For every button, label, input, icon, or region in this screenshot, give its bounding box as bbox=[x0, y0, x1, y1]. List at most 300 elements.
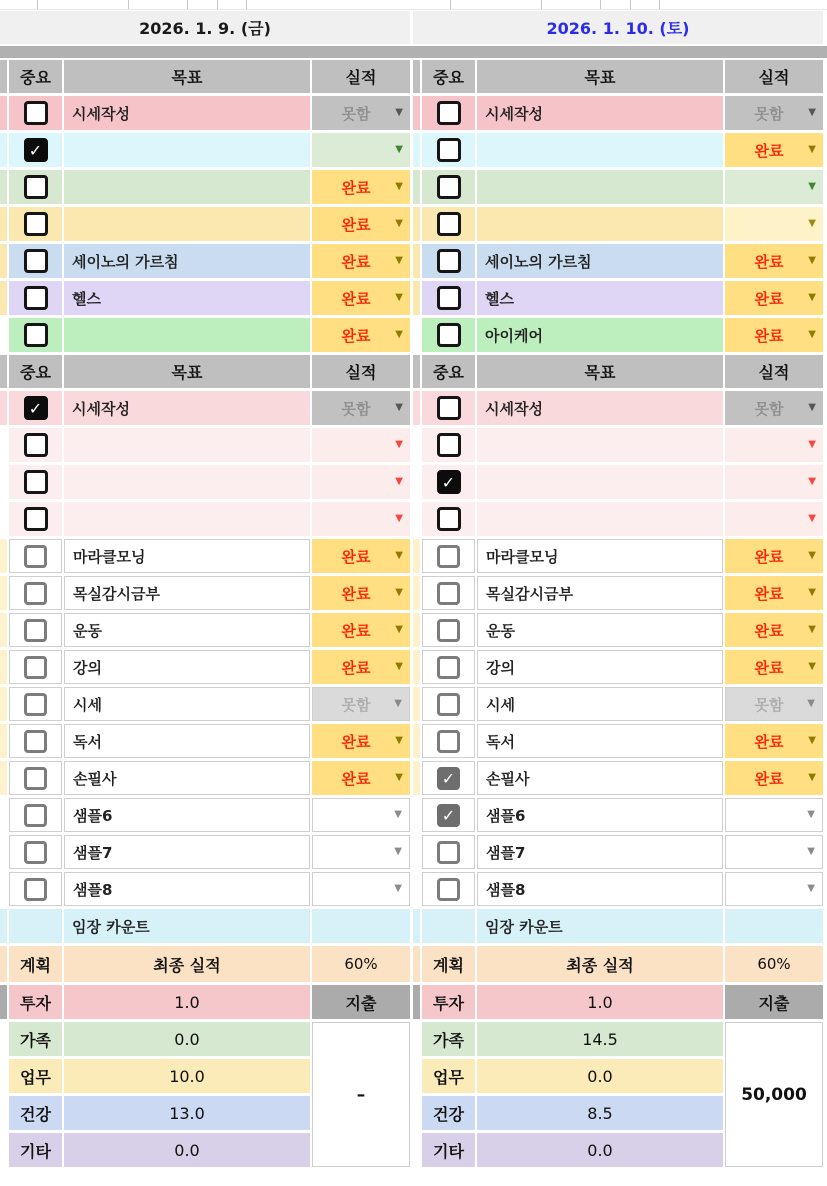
expense-value[interactable]: 50,000 bbox=[725, 1022, 823, 1167]
row-sliver bbox=[0, 318, 7, 352]
row-sliver bbox=[0, 1022, 7, 1056]
goal-row bbox=[0, 761, 410, 795]
important-checkbox[interactable] bbox=[24, 470, 48, 494]
goal-text-cell[interactable]: 샘플6 bbox=[477, 798, 723, 832]
row-sliver bbox=[0, 1059, 7, 1093]
status-dropdown[interactable] bbox=[312, 281, 410, 315]
dropdown-arrow-icon bbox=[395, 477, 403, 487]
category-row bbox=[0, 1133, 310, 1167]
goal-row bbox=[413, 318, 823, 352]
goal-text-cell[interactable] bbox=[64, 428, 310, 462]
status-dropdown[interactable] bbox=[312, 761, 410, 795]
important-checkbox[interactable] bbox=[437, 619, 460, 642]
important-checkbox[interactable] bbox=[437, 730, 460, 753]
category-value[interactable]: 13.0 bbox=[64, 1096, 310, 1130]
status-label: 완료 bbox=[341, 178, 371, 197]
row-sliver bbox=[0, 835, 7, 869]
status-dropdown[interactable] bbox=[725, 318, 823, 352]
dropdown-arrow-icon bbox=[808, 440, 816, 450]
important-cell bbox=[9, 96, 62, 130]
status-dropdown[interactable] bbox=[725, 687, 823, 721]
goal-row bbox=[413, 133, 823, 167]
goal-row bbox=[413, 465, 823, 499]
goal-text-cell[interactable]: 운동 bbox=[64, 613, 310, 647]
important-checkbox[interactable] bbox=[24, 545, 47, 568]
category-row bbox=[0, 985, 310, 1019]
column-header-row bbox=[0, 60, 410, 93]
expense-column bbox=[725, 985, 823, 1170]
dropdown-arrow-icon bbox=[395, 182, 403, 192]
goal-row bbox=[0, 539, 410, 573]
important-cell bbox=[422, 391, 475, 425]
goal-row bbox=[0, 170, 410, 204]
count-spacer-cell bbox=[9, 909, 62, 943]
dropdown-arrow-icon bbox=[395, 773, 403, 783]
goal-row bbox=[0, 96, 410, 130]
important-cell bbox=[9, 798, 62, 832]
status-dropdown[interactable] bbox=[725, 650, 823, 684]
goal-text-cell[interactable] bbox=[477, 502, 723, 536]
header-sliver bbox=[413, 60, 420, 93]
top-partial-row bbox=[0, 0, 827, 10]
goal-row bbox=[0, 244, 410, 278]
important-checkbox[interactable] bbox=[437, 433, 461, 457]
goal-text-cell[interactable]: 독서 bbox=[64, 724, 310, 758]
day-table-saturday bbox=[413, 60, 823, 1170]
goal-row bbox=[413, 244, 823, 278]
count-label[interactable]: 임장 카운트 bbox=[477, 909, 723, 943]
goal-row bbox=[413, 613, 823, 647]
goal-text-cell[interactable] bbox=[477, 133, 723, 167]
row-sliver bbox=[0, 985, 7, 1019]
important-checkbox[interactable] bbox=[24, 101, 48, 125]
plan-label: 계획 bbox=[422, 946, 475, 982]
row-sliver bbox=[0, 281, 7, 315]
status-dropdown[interactable] bbox=[312, 318, 410, 352]
important-checkbox[interactable] bbox=[437, 286, 461, 310]
dropdown-arrow-icon bbox=[807, 847, 815, 857]
status-dropdown[interactable] bbox=[312, 244, 410, 278]
row-sliver bbox=[413, 1096, 420, 1130]
important-cell bbox=[422, 724, 475, 758]
date-cell-friday[interactable]: 2026. 1. 9. (금) bbox=[0, 11, 410, 44]
important-checkbox[interactable] bbox=[24, 656, 47, 679]
goal-row bbox=[413, 170, 823, 204]
dropdown-arrow-icon bbox=[394, 847, 402, 857]
status-dropdown[interactable] bbox=[312, 798, 410, 832]
status-dropdown[interactable] bbox=[725, 133, 823, 167]
row-sliver bbox=[413, 391, 420, 425]
goal-text-cell[interactable]: 세이노의 가르침 bbox=[64, 244, 310, 278]
row-sliver bbox=[413, 835, 420, 869]
goal-text-cell[interactable]: 세이노의 가르침 bbox=[477, 244, 723, 278]
summary-categories bbox=[413, 985, 723, 1170]
row-sliver bbox=[413, 1133, 420, 1167]
expense-header: 지출 bbox=[312, 985, 410, 1019]
important-checkbox[interactable] bbox=[437, 323, 461, 347]
header-goal: 목표 bbox=[477, 355, 723, 388]
status-dropdown[interactable] bbox=[312, 650, 410, 684]
status-dropdown[interactable] bbox=[725, 613, 823, 647]
status-dropdown[interactable] bbox=[312, 428, 410, 462]
important-checkbox[interactable] bbox=[437, 470, 461, 494]
row-sliver bbox=[0, 96, 7, 130]
important-checkbox[interactable] bbox=[24, 396, 48, 420]
dropdown-arrow-icon bbox=[394, 699, 402, 709]
goal-row bbox=[413, 798, 823, 832]
goal-text-cell[interactable]: 손필사 bbox=[64, 761, 310, 795]
goal-text-cell[interactable]: 헬스 bbox=[64, 281, 310, 315]
important-cell bbox=[422, 428, 475, 462]
header-important: 중요 bbox=[422, 60, 475, 93]
header-goal: 목표 bbox=[64, 355, 310, 388]
status-dropdown[interactable] bbox=[725, 428, 823, 462]
row-sliver bbox=[0, 613, 7, 647]
row-sliver bbox=[413, 539, 420, 573]
goal-text-cell[interactable]: 독서 bbox=[477, 724, 723, 758]
status-dropdown[interactable] bbox=[725, 391, 823, 425]
category-label: 가족 bbox=[9, 1022, 62, 1056]
goal-text-cell[interactable] bbox=[477, 207, 723, 241]
row-sliver bbox=[0, 391, 7, 425]
goal-text-cell[interactable]: 시세 bbox=[64, 687, 310, 721]
status-dropdown[interactable] bbox=[312, 835, 410, 869]
goal-text-cell[interactable]: 시세작성 bbox=[477, 96, 723, 130]
plan-label: 계획 bbox=[9, 946, 62, 982]
row-sliver bbox=[0, 1096, 7, 1130]
dropdown-arrow-icon bbox=[807, 699, 815, 709]
status-label: 완료 bbox=[341, 252, 371, 271]
status-dropdown[interactable] bbox=[725, 170, 823, 204]
important-cell bbox=[9, 502, 62, 536]
important-cell bbox=[9, 170, 62, 204]
row-sliver bbox=[413, 761, 420, 795]
status-dropdown[interactable] bbox=[312, 613, 410, 647]
dropdown-arrow-icon bbox=[808, 773, 816, 783]
goal-row bbox=[0, 502, 410, 536]
row-sliver bbox=[0, 650, 7, 684]
row-sliver bbox=[413, 946, 420, 982]
status-label: 완료 bbox=[754, 289, 784, 308]
category-value[interactable]: 0.0 bbox=[64, 1022, 310, 1056]
status-label: 완료 bbox=[754, 584, 784, 603]
row-sliver bbox=[413, 909, 420, 943]
important-cell bbox=[422, 318, 475, 352]
status-dropdown[interactable] bbox=[312, 872, 410, 906]
status-dropdown[interactable] bbox=[312, 724, 410, 758]
goal-text-cell[interactable] bbox=[477, 428, 723, 462]
row-sliver bbox=[413, 724, 420, 758]
important-checkbox[interactable] bbox=[24, 693, 47, 716]
important-checkbox[interactable] bbox=[24, 249, 48, 273]
goal-text-cell[interactable] bbox=[64, 465, 310, 499]
goal-text-cell[interactable]: 샘플8 bbox=[64, 872, 310, 906]
row-sliver bbox=[413, 985, 420, 1019]
dropdown-arrow-icon bbox=[808, 551, 816, 561]
goal-row bbox=[0, 318, 410, 352]
goal-row bbox=[413, 96, 823, 130]
category-label: 건강 bbox=[9, 1096, 62, 1130]
goal-text-cell[interactable]: 샘플6 bbox=[64, 798, 310, 832]
dropdown-arrow-icon bbox=[395, 330, 403, 340]
goal-text-cell[interactable] bbox=[64, 170, 310, 204]
summary-categories bbox=[0, 985, 310, 1170]
status-dropdown[interactable] bbox=[725, 798, 823, 832]
important-cell bbox=[422, 613, 475, 647]
category-value[interactable]: 0.0 bbox=[477, 1059, 723, 1093]
row-sliver bbox=[0, 502, 7, 536]
status-dropdown[interactable] bbox=[725, 539, 823, 573]
important-cell bbox=[422, 207, 475, 241]
important-cell bbox=[9, 465, 62, 499]
row-sliver bbox=[413, 576, 420, 610]
important-checkbox[interactable] bbox=[24, 433, 48, 457]
important-checkbox[interactable] bbox=[24, 212, 48, 236]
important-checkbox[interactable] bbox=[24, 582, 47, 605]
row-sliver bbox=[413, 1022, 420, 1056]
status-label: 완료 bbox=[341, 769, 371, 788]
category-row bbox=[0, 1022, 310, 1056]
row-sliver bbox=[413, 133, 420, 167]
goal-row bbox=[0, 724, 410, 758]
dropdown-arrow-icon bbox=[808, 588, 816, 598]
goal-text-cell[interactable]: 샘플7 bbox=[64, 835, 310, 869]
row-sliver bbox=[413, 687, 420, 721]
status-label: 못함 bbox=[341, 695, 371, 714]
important-cell bbox=[9, 281, 62, 315]
status-dropdown[interactable] bbox=[725, 872, 823, 906]
goal-row bbox=[0, 207, 410, 241]
category-label: 기타 bbox=[422, 1133, 475, 1167]
important-checkbox[interactable] bbox=[437, 582, 460, 605]
separator-band bbox=[0, 46, 827, 58]
status-dropdown[interactable] bbox=[312, 96, 410, 130]
goal-text-cell[interactable]: 마라클모닝 bbox=[477, 539, 723, 573]
important-checkbox[interactable] bbox=[437, 804, 460, 827]
goal-row bbox=[0, 576, 410, 610]
column-header-row bbox=[413, 60, 823, 93]
important-checkbox[interactable] bbox=[24, 286, 48, 310]
important-cell bbox=[422, 244, 475, 278]
goal-text-cell[interactable]: 시세작성 bbox=[64, 96, 310, 130]
category-value[interactable]: 14.5 bbox=[477, 1022, 723, 1056]
dropdown-arrow-icon bbox=[395, 736, 403, 746]
day-tables bbox=[0, 60, 827, 1170]
goal-row bbox=[0, 650, 410, 684]
important-checkbox[interactable] bbox=[437, 656, 460, 679]
category-row bbox=[413, 1133, 723, 1167]
date-cell-saturday[interactable]: 2026. 1. 10. (토) bbox=[413, 11, 823, 44]
important-checkbox[interactable] bbox=[437, 841, 460, 864]
important-cell bbox=[9, 872, 62, 906]
important-checkbox[interactable] bbox=[24, 619, 47, 642]
status-dropdown[interactable] bbox=[725, 244, 823, 278]
status-dropdown[interactable] bbox=[312, 391, 410, 425]
status-dropdown[interactable] bbox=[312, 576, 410, 610]
important-checkbox[interactable] bbox=[437, 249, 461, 273]
expense-column bbox=[312, 985, 410, 1170]
goal-text-cell[interactable]: 헬스 bbox=[477, 281, 723, 315]
goal-row bbox=[413, 539, 823, 573]
goal-row bbox=[0, 798, 410, 832]
important-checkbox[interactable] bbox=[437, 878, 460, 901]
goal-text-cell[interactable]: 시세작성 bbox=[477, 391, 723, 425]
status-label: 완료 bbox=[754, 621, 784, 640]
status-dropdown[interactable] bbox=[725, 207, 823, 241]
goal-row bbox=[0, 281, 410, 315]
important-checkbox[interactable] bbox=[24, 138, 48, 162]
status-label: 완료 bbox=[754, 658, 784, 677]
row-sliver bbox=[413, 170, 420, 204]
important-cell bbox=[422, 465, 475, 499]
status-dropdown[interactable] bbox=[725, 96, 823, 130]
category-value[interactable]: 1.0 bbox=[64, 985, 310, 1019]
important-checkbox[interactable] bbox=[24, 507, 48, 531]
row-sliver bbox=[413, 1059, 420, 1093]
category-row bbox=[413, 985, 723, 1019]
row-sliver bbox=[413, 502, 420, 536]
header-goal: 목표 bbox=[64, 60, 310, 93]
count-label[interactable]: 임장 카운트 bbox=[64, 909, 310, 943]
header-result: 실적 bbox=[312, 355, 410, 388]
goal-text-cell[interactable]: 강의 bbox=[477, 650, 723, 684]
status-dropdown[interactable] bbox=[725, 281, 823, 315]
dropdown-arrow-icon bbox=[394, 884, 402, 894]
goal-text-cell[interactable] bbox=[477, 465, 723, 499]
goal-row bbox=[0, 835, 410, 869]
important-checkbox[interactable] bbox=[24, 323, 48, 347]
row-sliver bbox=[413, 465, 420, 499]
dropdown-arrow-icon bbox=[395, 588, 403, 598]
summary-body bbox=[0, 985, 410, 1170]
important-cell bbox=[422, 502, 475, 536]
column-header-row bbox=[0, 355, 410, 388]
category-value[interactable]: 1.0 bbox=[477, 985, 723, 1019]
important-checkbox[interactable] bbox=[24, 730, 47, 753]
goal-row bbox=[413, 872, 823, 906]
important-checkbox[interactable] bbox=[24, 841, 47, 864]
status-dropdown[interactable] bbox=[725, 465, 823, 499]
goal-text-cell[interactable]: 샘플7 bbox=[477, 835, 723, 869]
important-checkbox[interactable] bbox=[24, 767, 47, 790]
category-value[interactable]: 10.0 bbox=[64, 1059, 310, 1093]
important-checkbox[interactable] bbox=[24, 175, 48, 199]
goal-text-cell[interactable] bbox=[64, 318, 310, 352]
status-dropdown[interactable] bbox=[725, 835, 823, 869]
row-sliver bbox=[0, 465, 7, 499]
important-cell bbox=[422, 539, 475, 573]
status-dropdown[interactable] bbox=[312, 133, 410, 167]
dropdown-arrow-icon bbox=[808, 293, 816, 303]
dropdown-arrow-icon bbox=[808, 514, 816, 524]
important-checkbox[interactable] bbox=[437, 545, 460, 568]
goal-row bbox=[413, 207, 823, 241]
status-dropdown[interactable] bbox=[725, 502, 823, 536]
goal-text-cell[interactable] bbox=[477, 170, 723, 204]
goal-text-cell[interactable]: 샘플8 bbox=[477, 872, 723, 906]
row-sliver bbox=[0, 872, 7, 906]
count-value-cell[interactable] bbox=[725, 909, 823, 943]
important-checkbox[interactable] bbox=[437, 212, 461, 236]
status-dropdown[interactable] bbox=[312, 465, 410, 499]
status-label: 완료 bbox=[754, 547, 784, 566]
row-sliver bbox=[0, 724, 7, 758]
dropdown-arrow-icon bbox=[395, 256, 403, 266]
goal-text-cell[interactable] bbox=[64, 133, 310, 167]
important-cell bbox=[9, 244, 62, 278]
important-cell bbox=[422, 576, 475, 610]
row-sliver bbox=[0, 244, 7, 278]
goal-text-cell[interactable]: 마라클모닝 bbox=[64, 539, 310, 573]
status-label: 완료 bbox=[341, 215, 371, 234]
important-checkbox[interactable] bbox=[24, 804, 47, 827]
important-checkbox[interactable] bbox=[437, 138, 461, 162]
status-label: 완료 bbox=[754, 326, 784, 345]
category-value[interactable]: 8.5 bbox=[477, 1096, 723, 1130]
status-label: 완료 bbox=[754, 141, 784, 160]
goal-row bbox=[0, 428, 410, 462]
goal-text-cell[interactable] bbox=[64, 502, 310, 536]
goal-row bbox=[0, 687, 410, 721]
category-label: 투자 bbox=[9, 985, 62, 1019]
row-sliver bbox=[0, 909, 7, 943]
goal-text-cell[interactable]: 시세작성 bbox=[64, 391, 310, 425]
header-important: 중요 bbox=[9, 60, 62, 93]
dropdown-arrow-icon bbox=[807, 884, 815, 894]
goal-text-cell[interactable]: 운동 bbox=[477, 613, 723, 647]
dropdown-arrow-icon bbox=[394, 810, 402, 820]
important-checkbox[interactable] bbox=[437, 175, 461, 199]
row-sliver bbox=[413, 281, 420, 315]
status-label: 완료 bbox=[341, 584, 371, 603]
goal-row bbox=[413, 576, 823, 610]
goal-text-cell[interactable]: 목실감시금부 bbox=[477, 576, 723, 610]
status-dropdown[interactable] bbox=[312, 502, 410, 536]
status-dropdown[interactable] bbox=[312, 170, 410, 204]
status-dropdown[interactable] bbox=[312, 207, 410, 241]
dropdown-arrow-icon bbox=[395, 219, 403, 229]
status-dropdown[interactable] bbox=[725, 576, 823, 610]
important-checkbox[interactable] bbox=[437, 396, 461, 420]
goal-text-cell[interactable] bbox=[64, 207, 310, 241]
goal-text-cell[interactable]: 시세 bbox=[477, 687, 723, 721]
important-checkbox[interactable] bbox=[437, 767, 460, 790]
status-label: 완료 bbox=[341, 732, 371, 751]
status-dropdown[interactable] bbox=[312, 539, 410, 573]
category-value[interactable]: 0.0 bbox=[477, 1133, 723, 1167]
important-cell bbox=[9, 133, 62, 167]
count-value-cell[interactable] bbox=[312, 909, 410, 943]
status-dropdown[interactable] bbox=[725, 724, 823, 758]
row-sliver bbox=[413, 613, 420, 647]
expense-value[interactable]: – bbox=[312, 1022, 410, 1167]
status-dropdown[interactable] bbox=[725, 761, 823, 795]
important-checkbox[interactable] bbox=[437, 101, 461, 125]
goal-row bbox=[0, 465, 410, 499]
goal-text-cell[interactable]: 목실감시금부 bbox=[64, 576, 310, 610]
important-checkbox[interactable] bbox=[437, 507, 461, 531]
status-dropdown[interactable] bbox=[312, 687, 410, 721]
category-value[interactable]: 0.0 bbox=[64, 1133, 310, 1167]
important-checkbox[interactable] bbox=[24, 878, 47, 901]
goal-text-cell[interactable]: 손필사 bbox=[477, 761, 723, 795]
goal-text-cell[interactable]: 아이케어 bbox=[477, 318, 723, 352]
status-label: 못함 bbox=[754, 104, 784, 123]
important-checkbox[interactable] bbox=[437, 693, 460, 716]
goal-row bbox=[413, 502, 823, 536]
row-sliver bbox=[413, 650, 420, 684]
goal-text-cell[interactable]: 강의 bbox=[64, 650, 310, 684]
